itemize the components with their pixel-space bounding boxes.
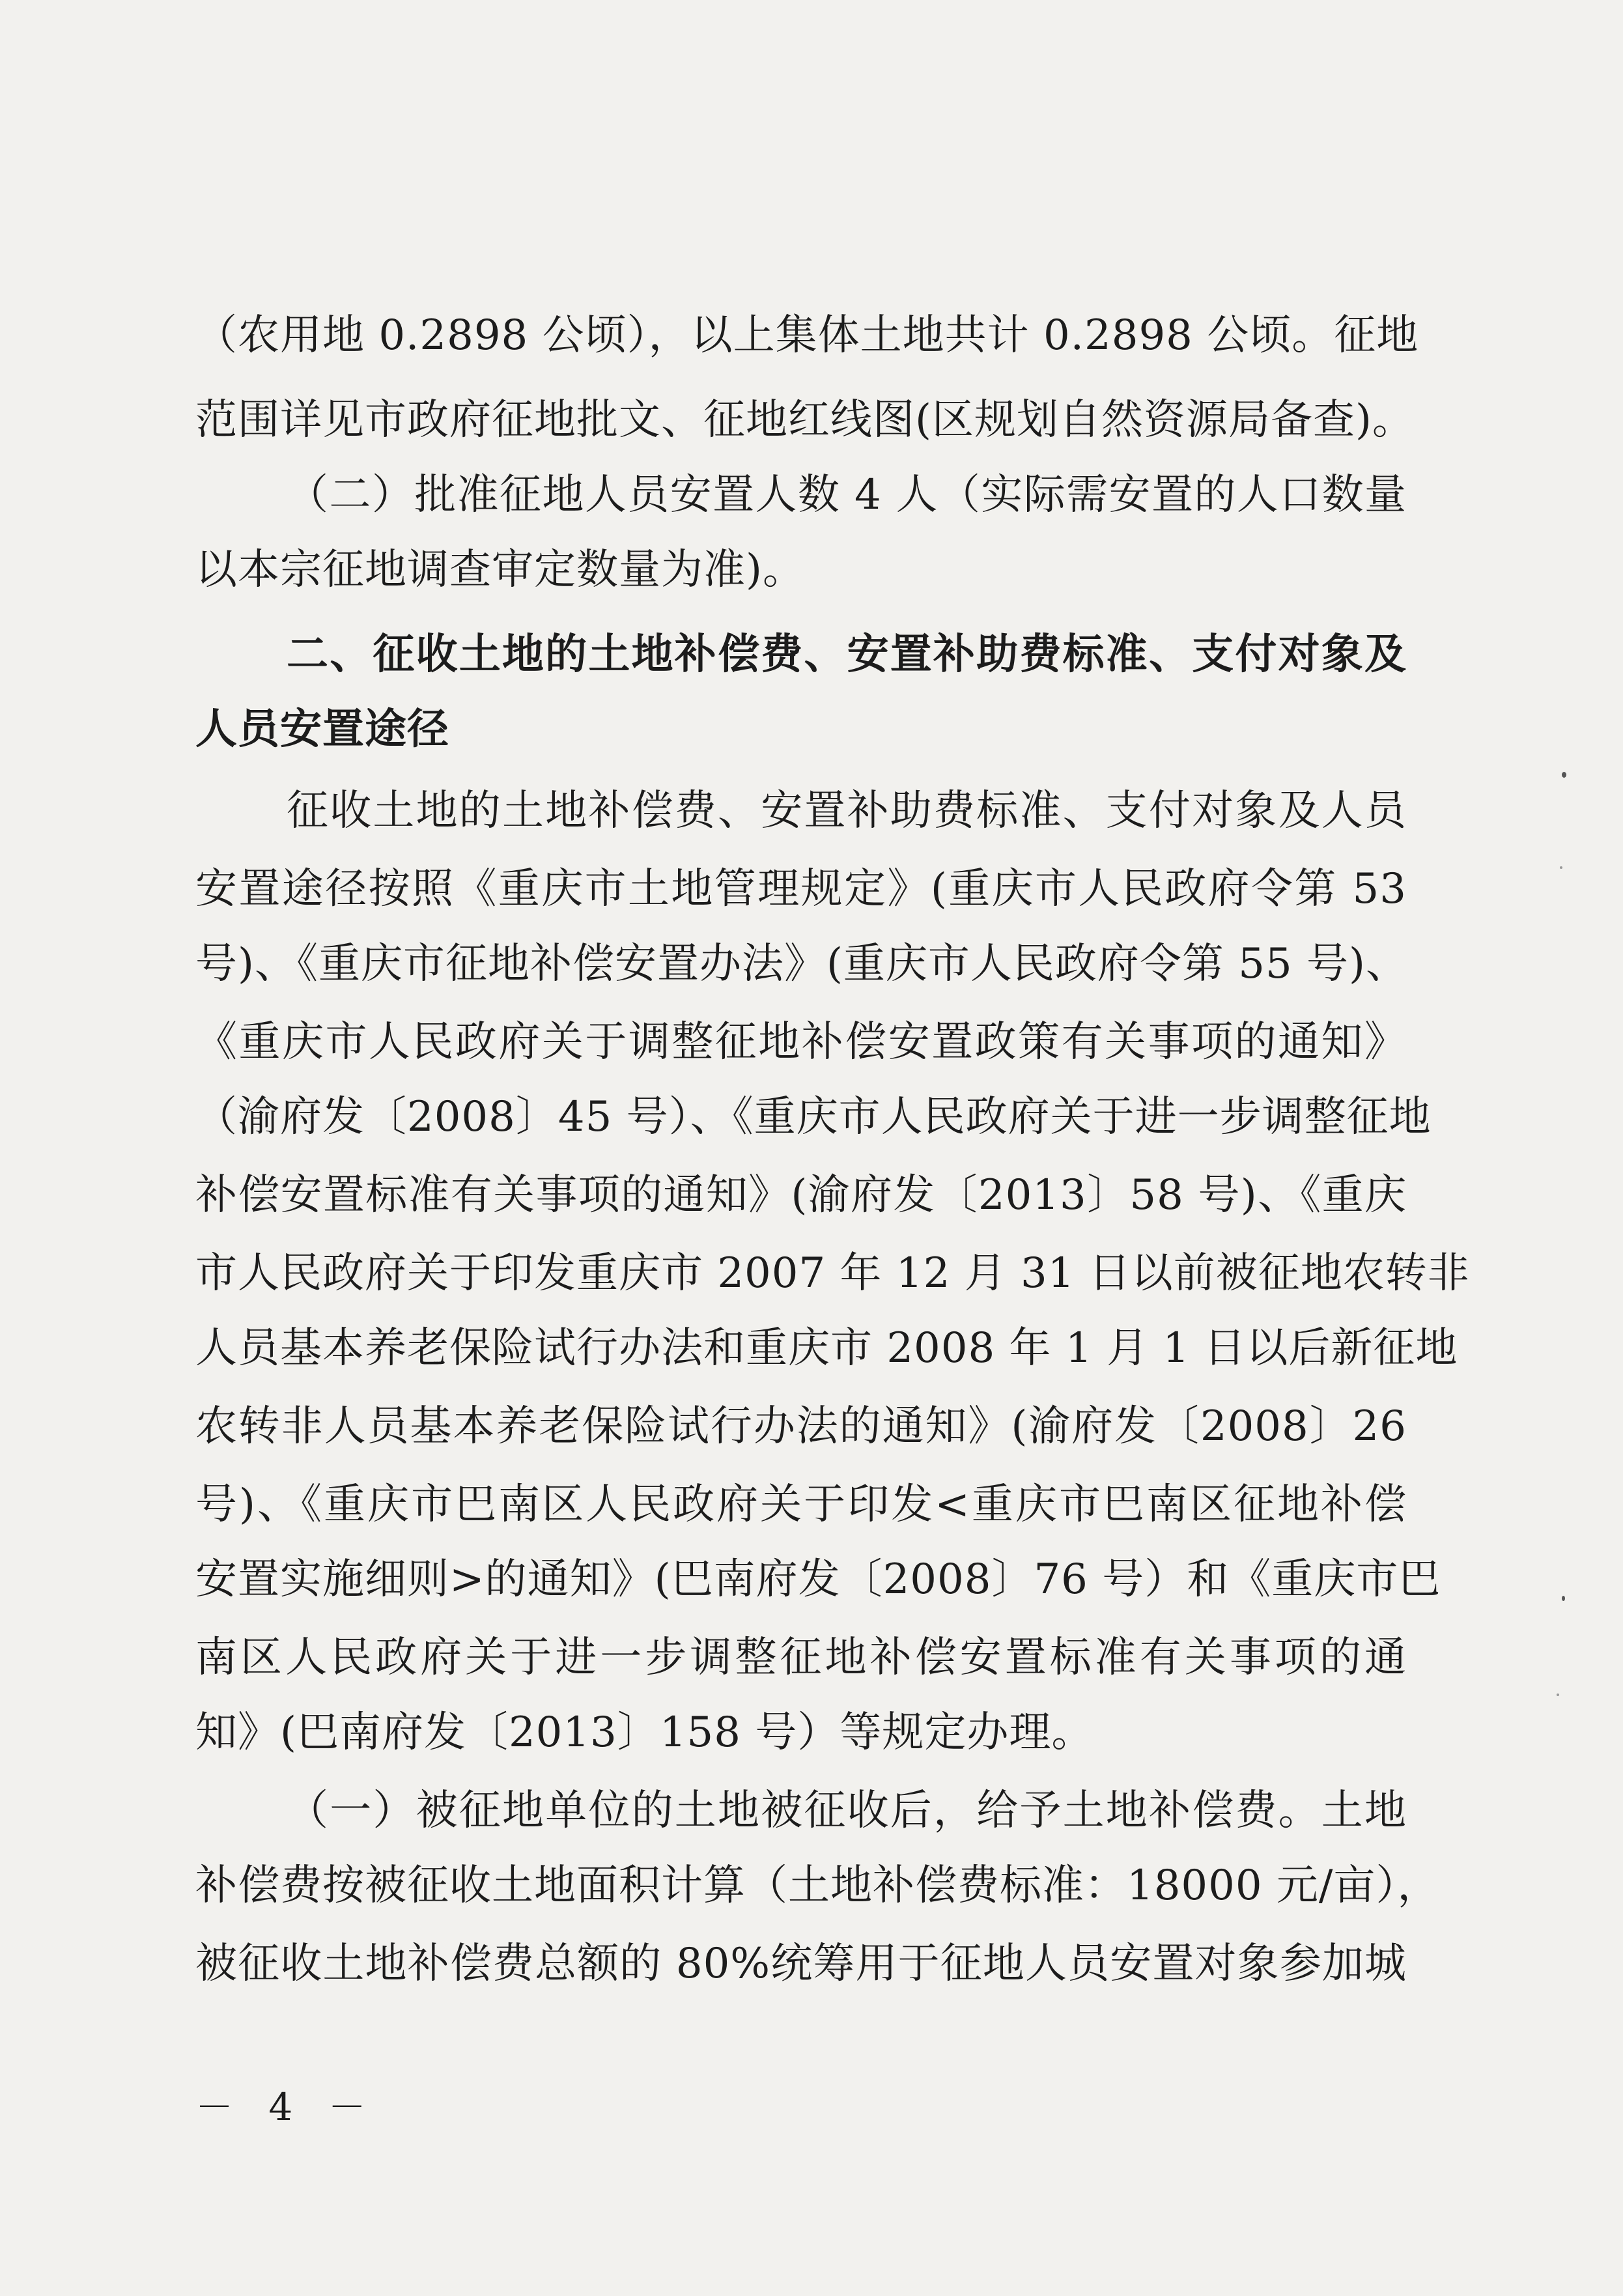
body-line-7: 征收土地的土地补偿费、安置补助费标准、支付对象及人员 [287, 787, 1407, 835]
scan-speck [1560, 866, 1562, 869]
body-line-3: （二）批准征地人员安置人数 4 人（实际需安置的人口数量 [287, 471, 1407, 519]
body-line-17: 安置实施细则>的通知》(巴南府发〔2008〕76 号）和《重庆市巴 [195, 1555, 1441, 1604]
body-line-11: （渝府发〔2008〕45 号）、《重庆市人民政府关于进一步调整征地 [195, 1093, 1432, 1141]
body-line-4: 以本宗征地调查审定数量为准)。 [195, 546, 805, 594]
body-line-19: 知》(巴南府发〔2013〕158 号）等规定办理。 [195, 1708, 1094, 1757]
body-line-21: 补偿费按被征收土地面积计算（土地补偿费标准：18000 元/亩）， [195, 1862, 1440, 1910]
body-line-18: 南区人民政府关于进一步调整征地补偿安置标准有关事项的通 [195, 1634, 1407, 1682]
scan-speck [1562, 1596, 1565, 1601]
body-line-20: （一）被征地单位的土地被征收后，给予土地补偿费。土地 [287, 1787, 1407, 1835]
body-line-2: 范围详见市政府征地批文、征地红线图(区规划自然资源局备查)。 [195, 396, 1415, 444]
body-line-14: 人员基本养老保险试行办法和重庆市 2008 年 1 月 1 日以后新征地 [195, 1324, 1458, 1372]
body-line-15: 农转非人员基本养老保险试行办法的通知》(渝府发〔2008〕26 [195, 1402, 1407, 1451]
scan-speck [1562, 772, 1566, 778]
body-line-12: 补偿安置标准有关事项的通知》(渝府发〔2013〕58 号)、《重庆 [195, 1171, 1407, 1219]
section-heading-line-1: 二、征收土地的土地补偿费、安置补助费标准、支付对象及 [287, 631, 1407, 679]
body-line-10: 《重庆市人民政府关于调整征地补偿安置政策有关事项的通知》 [195, 1018, 1407, 1066]
body-line-13: 市人民政府关于印发重庆市 2007 年 12 月 31 日以前被征地农转非 [195, 1249, 1470, 1297]
body-line-22: 被征收土地补偿费总额的 80%统筹用于征地人员安置对象参加城 [195, 1940, 1407, 1988]
body-line-9: 号)、《重庆市征地补偿安置办法》(重庆市人民政府令第 55 号)、 [195, 940, 1409, 988]
body-line-16: 号)、《重庆市巴南区人民政府关于印发<重庆市巴南区征地补偿 [195, 1481, 1407, 1529]
scan-speck [1557, 1694, 1559, 1696]
page-number: － 4 － [195, 2085, 378, 2129]
body-line-8: 安置途径按照《重庆市土地管理规定》(重庆市人民政府令第 53 [195, 865, 1407, 913]
body-line-1: （农用地 0.2898 公顷），以上集体土地共计 0.2898 公顷。征地 [195, 311, 1419, 360]
section-heading-line-2: 人员安置途径 [195, 705, 449, 754]
